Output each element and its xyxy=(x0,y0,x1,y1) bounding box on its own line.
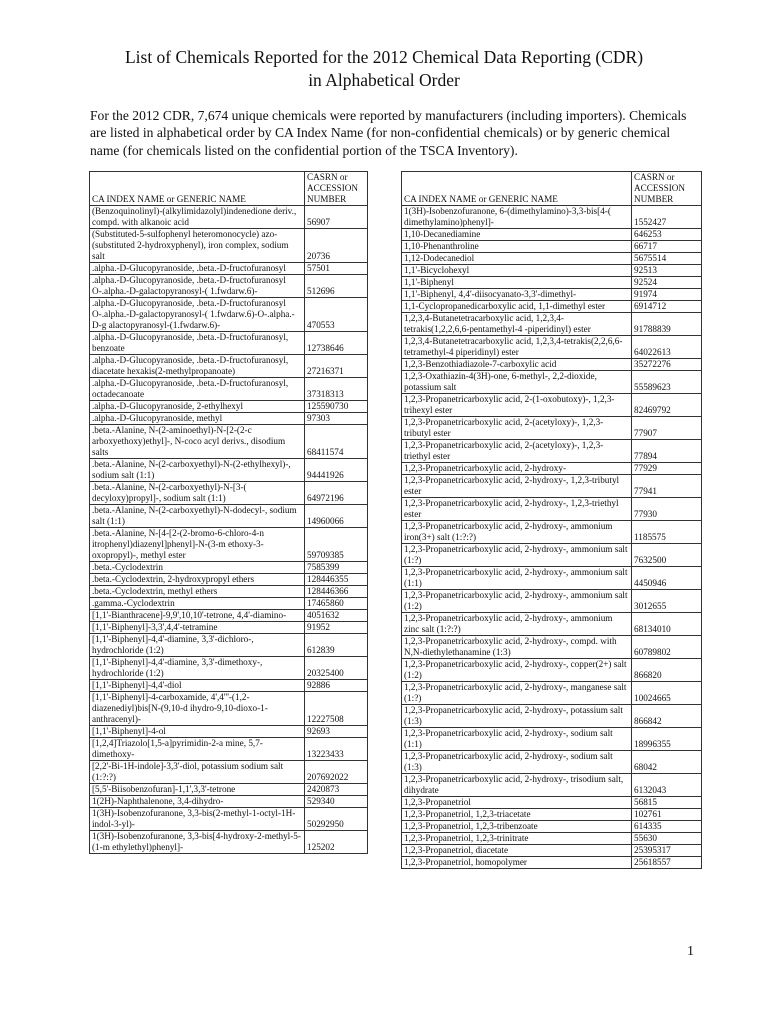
table-row xyxy=(90,332,368,355)
casrn-number: 614335 xyxy=(632,821,702,833)
table-row xyxy=(90,831,368,854)
table-row xyxy=(402,833,702,845)
casrn-number: 57501 xyxy=(305,263,368,275)
casrn-number: 64022613 xyxy=(632,336,702,359)
table-row xyxy=(90,298,368,332)
chemical-name: .gamma.-Cyclodextrin xyxy=(90,598,305,610)
chemical-name: 1,1-Cyclopropanedicarboxylic acid, 1,1-dimethyl ester xyxy=(402,301,632,313)
casrn-number: 59709385 xyxy=(305,528,368,562)
table-row xyxy=(402,277,702,289)
casrn-number: 529340 xyxy=(305,796,368,808)
table-row xyxy=(402,417,702,440)
casrn-number: 13223433 xyxy=(305,738,368,761)
casrn-number: 91952 xyxy=(305,622,368,634)
casrn-number: 207692022 xyxy=(305,761,368,784)
chemical-name: 1(3H)-Isobenzofuranone, 3,3-bis(2-methyl-1-octyl-1H-indol-3-yl)- xyxy=(90,808,305,831)
table-row xyxy=(402,590,702,613)
table-row xyxy=(402,229,702,241)
chemical-table-right xyxy=(401,171,702,869)
casrn-number: 866842 xyxy=(632,705,702,728)
page-title xyxy=(0,46,768,92)
table-row xyxy=(90,622,368,634)
chemical-name: [5,5'-Biisobenzofuran]-1,1',3,3'-tetrone xyxy=(90,784,305,796)
casrn-number: 866820 xyxy=(632,659,702,682)
chemical-name: 1,2,3-Propanetricarboxylic acid, 2-hydroxy-, ammonium iron(3+) salt (1:?:?) xyxy=(402,521,632,544)
table-row xyxy=(90,680,368,692)
casrn-number: 470553 xyxy=(305,298,368,332)
chemical-name: [1,1'-Biphenyl]-4-carboxamide, 4',4'''-(1,2-diazenediyl)bis[N-(9,10-d ihydro-9,10-dioxo-1-anthracenyl)- xyxy=(90,692,305,726)
chemical-name: 1,10-Decanediamine xyxy=(402,229,632,241)
chemical-name: 1,2,3-Propanetricarboxylic acid, 2-hydroxy-, compd. with N,N-diethylethanamine (1:3) xyxy=(402,636,632,659)
chemical-name: 1,2,3-Propanetricarboxylic acid, 2-hydroxy-, ammonium salt (1:2) xyxy=(402,590,632,613)
casrn-number: 97303 xyxy=(305,413,368,425)
table-row xyxy=(90,692,368,726)
chemical-name: 1,2,3-Benzothiadiazole-7-carboxylic acid xyxy=(402,359,632,371)
chemical-name: 1,2,3-Oxathiazin-4(3H)-one, 6-methyl-, 2,2-dioxide, potassium salt xyxy=(402,371,632,394)
chemical-name: 1,2,3-Propanetricarboxylic acid, 2-hydroxy-, 1,2,3-triethyl ester xyxy=(402,498,632,521)
chemical-name: (Substituted-5-sulfophenyl heteromonocycle) azo-(substituted 2-hydroxyphenyl), iron complex, sodium salt xyxy=(90,229,305,263)
casrn-number: 77941 xyxy=(632,475,702,498)
chemical-name: (Benzoquinolinyl)-(alkylimidazolyl)indenedione deriv., compd. with alkanoic acid xyxy=(90,206,305,229)
casrn-number: 56907 xyxy=(305,206,368,229)
table-row xyxy=(90,275,368,298)
table-row xyxy=(90,738,368,761)
table-row xyxy=(402,521,702,544)
intro-paragraph: For the 2012 CDR, 7,674 unique chemicals were reported by manufacturers (including importers). Chemicals are listed in alphabetical order by CA Index Name (for non-confidential chemicals) or by generic chemical name (for chemicals listed on the confidential portion of the TSCA Inventory). xyxy=(90,108,687,158)
casrn-number: 20736 xyxy=(305,229,368,263)
table-row xyxy=(90,726,368,738)
casrn-number: 125202 xyxy=(305,831,368,854)
casrn-number: 7632500 xyxy=(632,544,702,567)
chemical-name: .beta.-Cyclodextrin xyxy=(90,562,305,574)
chemical-name: 1,2,3-Propanetriol xyxy=(402,797,632,809)
chemical-name: 1,2,3-Propanetricarboxylic acid, 2-(acetyloxy)-, 1,2,3-triethyl ester xyxy=(402,440,632,463)
chemical-name: .beta.-Alanine, N-(2-carboxyethyl)-N-[3-( decyloxy)propyl]-, sodium salt (1:1) xyxy=(90,482,305,505)
chemical-name: 1,2,3-Propanetricarboxylic acid, 2-hydroxy-, trisodium salt, dihydrate xyxy=(402,774,632,797)
chemical-name: [1,1'-Biphenyl]-3,3',4,4'-tetramine xyxy=(90,622,305,634)
chemical-name: 1,2,3-Propanetriol, 1,2,3-tribenzoate xyxy=(402,821,632,833)
table-row xyxy=(402,313,702,336)
chemical-name: 1,2,3-Propanetricarboxylic acid, 2-hydroxy-, manganese salt (1:?) xyxy=(402,682,632,705)
casrn-number: 37318313 xyxy=(305,378,368,401)
chemical-name: [1,2,4]Triazolo[1,5-a]pyrimidin-2-a mine, 5,7-dimethoxy- xyxy=(90,738,305,761)
table-row xyxy=(90,634,368,657)
table-row xyxy=(402,821,702,833)
casrn-number: 1552427 xyxy=(632,206,702,229)
casrn-number: 92886 xyxy=(305,680,368,692)
casrn-number: 91788839 xyxy=(632,313,702,336)
casrn-number: 77929 xyxy=(632,463,702,475)
chemical-name: 1,2,3-Propanetricarboxylic acid, 2-hydroxy-, sodium salt (1:1) xyxy=(402,728,632,751)
chemical-name: .beta.-Alanine, N-(2-carboxyethyl)-N-(2-ethylhexyl)-, sodium salt (1:1) xyxy=(90,459,305,482)
casrn-number: 5675514 xyxy=(632,253,702,265)
casrn-number: 1185575 xyxy=(632,521,702,544)
chemical-name: .alpha.-D-Glucopyranoside, .beta.-D-fructofuranosyl, benzoate xyxy=(90,332,305,355)
casrn-number: 102761 xyxy=(632,809,702,821)
table-row xyxy=(90,586,368,598)
chemical-name: .alpha.-D-Glucopyranoside, methyl xyxy=(90,413,305,425)
table-row xyxy=(90,229,368,263)
casrn-number: 17465860 xyxy=(305,598,368,610)
table-row xyxy=(90,808,368,831)
table-row xyxy=(90,413,368,425)
casrn-number: 55589623 xyxy=(632,371,702,394)
casrn-number: 4450946 xyxy=(632,567,702,590)
casrn-number: 3012655 xyxy=(632,590,702,613)
casrn-number: 82469792 xyxy=(632,394,702,417)
table-row xyxy=(90,796,368,808)
title-line-1: List of Chemicals Reported for the 2012 Chemical Data Reporting (CDR) xyxy=(124,47,644,67)
table-row xyxy=(402,336,702,359)
table-row xyxy=(402,682,702,705)
header-name: CA INDEX NAME or GENERIC NAME xyxy=(402,172,632,206)
chemical-name: .alpha.-D-Glucopyranoside, .beta.-D-fructofuranosyl O-.alpha.-D-galactopyranosyl-( 1.fwdarw.6)-O-.alpha.-D-g alactopyranosyl-(1.fwdarw.6)- xyxy=(90,298,305,332)
chemical-name: 1,2,3-Propanetriol, 1,2,3-triacetate xyxy=(402,809,632,821)
table-row xyxy=(402,289,702,301)
casrn-number: 77907 xyxy=(632,417,702,440)
casrn-number: 612839 xyxy=(305,634,368,657)
header-number: CASRN or ACCESSION NUMBER xyxy=(632,172,702,206)
table-row xyxy=(402,440,702,463)
table-row xyxy=(402,253,702,265)
casrn-number: 14960066 xyxy=(305,505,368,528)
table-row xyxy=(402,774,702,797)
chemical-name: 1,1'-Biphenyl, 4,4'-diisocyanato-3,3'-dimethyl- xyxy=(402,289,632,301)
chemical-name: 1,2,3-Propanetricarboxylic acid, 2-hydroxy-, ammonium zinc salt (1:?:?) xyxy=(402,613,632,636)
table-row xyxy=(402,241,702,253)
chemical-name: .alpha.-D-Glucopyranoside, .beta.-D-fructofuranosyl xyxy=(90,263,305,275)
casrn-number: 512696 xyxy=(305,275,368,298)
casrn-number: 92524 xyxy=(632,277,702,289)
chemical-name: .beta.-Cyclodextrin, 2-hydroxypropyl ethers xyxy=(90,574,305,586)
casrn-number: 25395317 xyxy=(632,845,702,857)
casrn-number: 4051632 xyxy=(305,610,368,622)
casrn-number: 64972196 xyxy=(305,482,368,505)
table-row xyxy=(402,265,702,277)
casrn-number: 18996355 xyxy=(632,728,702,751)
casrn-number: 125590730 xyxy=(305,401,368,413)
casrn-number: 6914712 xyxy=(632,301,702,313)
casrn-number: 60789802 xyxy=(632,636,702,659)
chemical-name: .beta.-Cyclodextrin, methyl ethers xyxy=(90,586,305,598)
casrn-number: 66717 xyxy=(632,241,702,253)
chemical-name: 1,2,3-Propanetricarboxylic acid, 2-hydroxy-, copper(2+) salt (1:2) xyxy=(402,659,632,682)
table-row xyxy=(402,394,702,417)
table-row xyxy=(90,657,368,680)
table-row xyxy=(402,371,702,394)
chemical-name: 1,1'-Biphenyl xyxy=(402,277,632,289)
chemical-name: 1,2,3-Propanetriol, diacetate xyxy=(402,845,632,857)
casrn-number: 56815 xyxy=(632,797,702,809)
table-body-left xyxy=(90,206,368,854)
table-row xyxy=(402,797,702,809)
chemical-name: .beta.-Alanine, N-(2-aminoethyl)-N-[2-(2-c arboxyethoxy)ethyl]-, N-coco acyl derivs., disodium salts xyxy=(90,425,305,459)
casrn-number: 27216371 xyxy=(305,355,368,378)
table-row xyxy=(90,562,368,574)
table-row xyxy=(402,636,702,659)
table-row xyxy=(90,425,368,459)
casrn-number: 25618557 xyxy=(632,857,702,869)
table-row xyxy=(90,598,368,610)
casrn-number: 2420873 xyxy=(305,784,368,796)
casrn-number: 91974 xyxy=(632,289,702,301)
casrn-number: 68042 xyxy=(632,751,702,774)
chemical-name: [1,1'-Biphenyl]-4,4'-diamine, 3,3'-dimethoxy-, hydrochloride (1:2) xyxy=(90,657,305,680)
chemical-name: [1,1'-Biphenyl]-4,4'-diamine, 3,3'-dichloro-, hydrochloride (1:2) xyxy=(90,634,305,657)
chemical-name: .alpha.-D-Glucopyranoside, .beta.-D-fructofuranosyl O-.alpha.-D-galactopyranosyl-( 1.fwdarw.6)- xyxy=(90,275,305,298)
table-row xyxy=(90,355,368,378)
table-row xyxy=(402,463,702,475)
casrn-number: 50292950 xyxy=(305,808,368,831)
casrn-number: 92693 xyxy=(305,726,368,738)
chemical-name: .beta.-Alanine, N-(2-carboxyethyl)-N-dodecyl-, sodium salt (1:1) xyxy=(90,505,305,528)
chemical-name: 1,1'-Bicyclohexyl xyxy=(402,265,632,277)
casrn-number: 68134010 xyxy=(632,613,702,636)
chemical-name: 1,2,3-Propanetricarboxylic acid, 2-hydroxy- xyxy=(402,463,632,475)
table-row xyxy=(90,401,368,413)
table-row xyxy=(90,528,368,562)
chemical-name: [1,1'-Bianthracene]-9,9',10,10'-tetrone, 4,4'-diamino- xyxy=(90,610,305,622)
chemical-name: 1,2,3-Propanetricarboxylic acid, 2-(acetyloxy)-, 1,2,3-tributyl ester xyxy=(402,417,632,440)
table-row xyxy=(90,482,368,505)
casrn-number: 92513 xyxy=(632,265,702,277)
table-row xyxy=(90,761,368,784)
chemical-name: [1,1'-Biphenyl]-4-ol xyxy=(90,726,305,738)
table-row xyxy=(402,751,702,774)
table-row xyxy=(402,567,702,590)
casrn-number: 35272276 xyxy=(632,359,702,371)
table-row xyxy=(90,459,368,482)
chemical-name: 1,2,3-Propanetricarboxylic acid, 2-hydroxy-, ammonium salt (1:1) xyxy=(402,567,632,590)
casrn-number: 646253 xyxy=(632,229,702,241)
casrn-number: 10024665 xyxy=(632,682,702,705)
chemical-name: .alpha.-D-Glucopyranoside, 2-ethylhexyl xyxy=(90,401,305,413)
casrn-number: 68411574 xyxy=(305,425,368,459)
table-row xyxy=(90,574,368,586)
casrn-number: 12738646 xyxy=(305,332,368,355)
table-row xyxy=(402,544,702,567)
chemical-name: 1,2,3-Propanetricarboxylic acid, 2-hydroxy-, sodium salt (1:3) xyxy=(402,751,632,774)
table-row xyxy=(90,378,368,401)
chemical-name: 1,2,3-Propanetricarboxylic acid, 2-hydroxy-, potassium salt (1:3) xyxy=(402,705,632,728)
table-row xyxy=(90,263,368,275)
casrn-number: 6132043 xyxy=(632,774,702,797)
table-row xyxy=(402,359,702,371)
table-row xyxy=(402,498,702,521)
table-row xyxy=(402,845,702,857)
table-row xyxy=(402,475,702,498)
table-row xyxy=(90,505,368,528)
table-header-row xyxy=(402,172,702,206)
chemical-name: 1,2,3-Propanetricarboxylic acid, 2-(1-oxobutoxy)-, 1,2,3-trihexyl ester xyxy=(402,394,632,417)
chemical-name: 1(2H)-Naphthalenone, 3,4-dihydro- xyxy=(90,796,305,808)
casrn-number: 7585399 xyxy=(305,562,368,574)
page-number: 1 xyxy=(687,944,694,959)
chemical-name: 1,2,3-Propanetricarboxylic acid, 2-hydroxy-, 1,2,3-tributyl ester xyxy=(402,475,632,498)
chemical-name: 1(3H)-Isobenzofuranone, 6-(dimethylamino)-3,3-bis[4-( dimethylamino)phenyl]- xyxy=(402,206,632,229)
table-row xyxy=(402,705,702,728)
chemical-name: 1,12-Dodecanediol xyxy=(402,253,632,265)
chemical-name: .alpha.-D-Glucopyranoside, .beta.-D-fructofuranosyl, diacetate hexakis(2-methylpropanoate) xyxy=(90,355,305,378)
table-row xyxy=(402,659,702,682)
table-row xyxy=(402,301,702,313)
casrn-number: 94441926 xyxy=(305,459,368,482)
casrn-number: 77894 xyxy=(632,440,702,463)
table-row xyxy=(90,784,368,796)
chemical-name: [1,1'-Biphenyl]-4,4'-diol xyxy=(90,680,305,692)
table-row xyxy=(402,613,702,636)
table-row xyxy=(402,809,702,821)
table-row xyxy=(90,610,368,622)
chemical-table-left xyxy=(89,171,368,854)
table-body-right xyxy=(402,206,702,869)
casrn-number: 77930 xyxy=(632,498,702,521)
chemical-name: .beta.-Alanine, N-[4-[2-(2-bromo-6-chloro-4-n itrophenyl)diazenyl]phenyl]-N-(3-m ethoxy-3-oxopropyl)-, methyl ester xyxy=(90,528,305,562)
chemical-name: 1(3H)-Isobenzofuranone, 3,3-bis[4-hydroxy-2-methyl-5-(1-m ethylethyl)phenyl]- xyxy=(90,831,305,854)
title-line-2: in Alphabetical Order xyxy=(308,70,460,90)
table-row xyxy=(402,206,702,229)
table-row xyxy=(402,728,702,751)
chemical-name: 1,2,3,4-Butanetetracarboxylic acid, 1,2,3,4-tetrakis(1,2,2,6,6-pentamethyl-4 -piperidinyl) ester xyxy=(402,313,632,336)
chemical-name: 1,2,3,4-Butanetetracarboxylic acid, 1,2,3,4-tetrakis(2,2,6,6-tetramethyl-4 piperidinyl) ester xyxy=(402,336,632,359)
chemical-name: 1,2,3-Propanetricarboxylic acid, 2-hydroxy-, ammonium salt (1:?) xyxy=(402,544,632,567)
casrn-number: 55630 xyxy=(632,833,702,845)
table-header-row xyxy=(90,172,368,206)
table-row xyxy=(90,206,368,229)
casrn-number: 128446355 xyxy=(305,574,368,586)
header-number: CASRN or ACCESSION NUMBER xyxy=(305,172,368,206)
chemical-name: [2,2'-Bi-1H-indole]-3,3'-diol, potassium sodium salt (1:?:?) xyxy=(90,761,305,784)
chemical-name: .alpha.-D-Glucopyranoside, .beta.-D-fructofuranosyl, octadecanoate xyxy=(90,378,305,401)
casrn-number: 12227508 xyxy=(305,692,368,726)
chemical-name: 1,10-Phenanthroline xyxy=(402,241,632,253)
table-row xyxy=(402,857,702,869)
chemical-name: 1,2,3-Propanetriol, homopolymer xyxy=(402,857,632,869)
casrn-number: 20325400 xyxy=(305,657,368,680)
header-name: CA INDEX NAME or GENERIC NAME xyxy=(90,172,305,206)
casrn-number: 128446366 xyxy=(305,586,368,598)
chemical-name: 1,2,3-Propanetriol, 1,2,3-trinitrate xyxy=(402,833,632,845)
